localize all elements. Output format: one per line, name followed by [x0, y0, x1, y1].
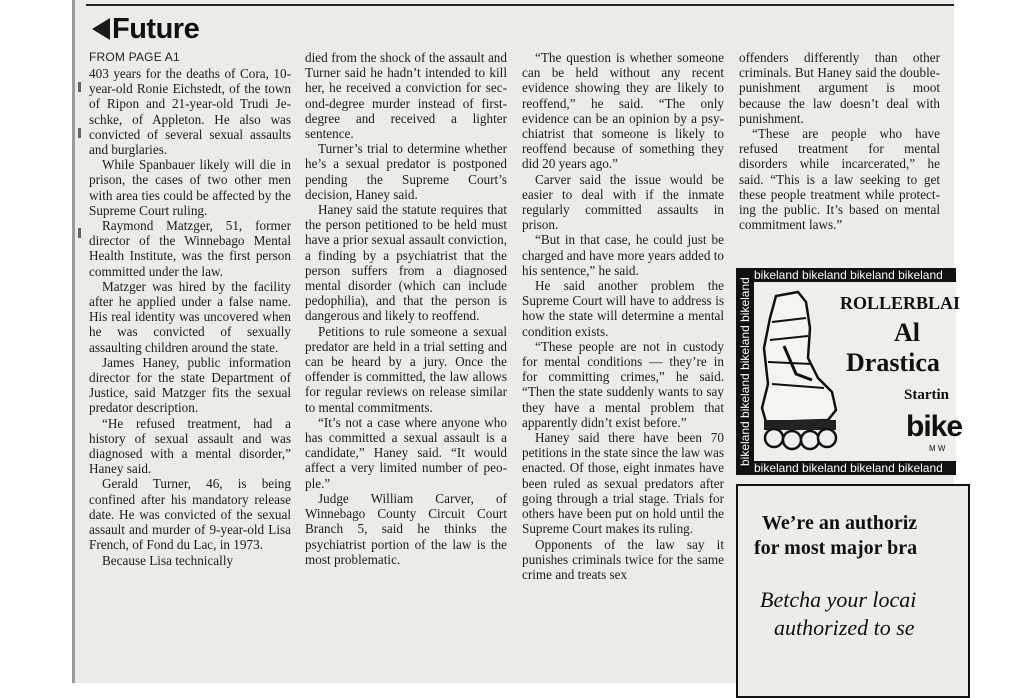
edge-mark [78, 228, 81, 238]
section-head [92, 12, 199, 46]
article-column-4 [739, 50, 940, 232]
ad-inner-panel [754, 282, 963, 461]
authorized-dealer-ad [736, 484, 970, 698]
article-column-3 [522, 50, 724, 582]
edge-mark [78, 82, 81, 92]
ad-starting: Startin [904, 387, 949, 403]
top-rule [86, 4, 954, 6]
article-paragraph: “But in that case, he could just be charged and have more years added to his sentence,” he said. [522, 232, 724, 278]
ad-headline-1: Al [894, 318, 920, 347]
article-paragraph: “The question is whether someone can be held without any recent evidence showing they are likely to reoffend,” he said. “The only evidence can be an opinion by a psychiatrist that someone is likely to reoffend because of something they did 20 years ago.” [522, 50, 724, 172]
article-paragraph: “These people are not in custody for mental conditions — they’re in for committing crimes,” he said. “Then the state suddenly wants to say they have a mental problem that apparently didn’t exist before.” [522, 338, 724, 430]
ad-title: ROLLERBLAI [840, 293, 961, 313]
article-paragraph: Carver said the issue would be easier to deal with if the inmate regularly committed assaults in prison. [522, 171, 724, 233]
article-paragraph: Matzger was hired by the facility after he applied under a false name. His real identity was uncovered when he was convicted of sexually assaulting children around the state. [89, 278, 291, 355]
article-column-2 [305, 50, 507, 567]
left-arrow-icon [92, 18, 110, 40]
bikeland-ad [736, 268, 963, 475]
jump-line: FROM PAGE A1 [89, 50, 180, 64]
ad-side-strip: bikeland bikeland bikeland bikeland [738, 277, 752, 466]
newspaper-clipping [72, 0, 963, 683]
edge-mark [78, 128, 81, 138]
article-paragraph: 403 years for the deaths of Cora, 10-year-old Ronie Eichstedt, of the town of Ripon and 21-year-old Trudi Jeschke, of Appleton. He also was convicted of several sexual assaults and burglaries. [89, 66, 291, 158]
article-paragraph: Haney said there have been 70 petitions in the state since the law was enacted. Of those, eight inmates have been ruled as sexual predators after going through a trial stage. Trials for others have been put on hold until the Supreme Court makes its ruling. [522, 430, 724, 537]
article-paragraph: While Spanbauer likely will die in prison, the cases of two other men with area ties could be affected by the Supreme Court ruling. [89, 157, 291, 218]
ad2-line-4: authorized to se [774, 615, 915, 640]
ad2-line-1: We’re an authoriz [762, 512, 918, 534]
article-column-1 [89, 66, 291, 568]
scan-edge [72, 0, 75, 683]
article-paragraph: He said another problem the Supreme Court will have to address is how the state will determine a mental condition exists. [522, 278, 724, 339]
article-paragraph: Judge William Carver, of Winnebago County Circuit Court Branch 5, said he thinks the psychiatrist portion of the law is the most problematic. [305, 490, 507, 567]
article-paragraph: Turner’s trial to determine whether he’s a sexual predator is postponed pending the Supreme Court’s decision, Haney said. [305, 141, 507, 202]
article-paragraph: died from the shock of the assault and Turner said he hadn’t intended to kill her, he received a conviction for second-degree murder instead of first-degree and received a lighter sentence. [305, 50, 507, 142]
article-paragraph: “He refused treatment, had a history of sexual assault and was diagnosed with a mental disorder,” Haney said. [89, 415, 291, 477]
ad2-line-3: Betcha your locai [760, 587, 917, 612]
article-paragraph: offenders differently than other criminals. But Haney said the double-punishment argument is moot because the law doesn’t deal with punishment. [739, 50, 940, 126]
article-paragraph: Haney said the statute requires that the person petitioned to be held must have a prior sexual assault conviction, a finding by a psychiatrist that the person suffers from a diagnosed mental disorder (which can include pedophilia), and that the person is dangerous and likely to reoffend. [305, 202, 507, 324]
ad-headline-2: Drastica [846, 348, 940, 377]
rollerblade-skate-icon [754, 288, 840, 458]
section-head-text: Future [112, 12, 200, 45]
ad2-line-2: for most major bra [754, 537, 918, 559]
article-paragraph: Because Lisa technically [102, 552, 234, 568]
article-paragraph: Gerald Turner, 46, is being confined after his mandatory release date. He was convicted of the sexual assault and murder of 9-year-old Lisa French, of Fond du Lac, in 1973. [89, 476, 291, 553]
ad-top-strip: bikeland bikeland bikeland bikeland [754, 268, 956, 282]
article-paragraph: Opponents of the law say it punishes criminals twice for the same crime and treats sex [522, 536, 724, 582]
article-paragraph: “It’s not a case where anyone who has committed a sexual assault is a candidate,” Haney said. “It would affect a very limited number of people.” [305, 414, 507, 491]
article-paragraph: Petitions to rule someone a sexual predator are held in a trial setting and can be heard by a jury. Once the offender is committed, the law allows for regular reviews on release similar to mental commitments. [305, 323, 507, 415]
article-paragraph: Raymond Matzger, 51, former director of the Winnebago Mental Health Institute, was the first person committed under the law. [89, 218, 291, 279]
ad-bottom-strip: bikeland bikeland bikeland bikeland [754, 461, 956, 475]
article-paragraph: James Haney, public information director for the state Department of Justice, said Matzger fits the sexual predator description. [89, 354, 291, 416]
ad-small-text: M W [929, 444, 946, 453]
bikeland-logo: bike [906, 410, 963, 443]
article-paragraph: “These are people who have refused treatment for mental disorders while incarcerated,” he said. “This is a law seeking to get these people treatment while protecting the public. It’s based on mental commitment laws.” [739, 126, 940, 233]
